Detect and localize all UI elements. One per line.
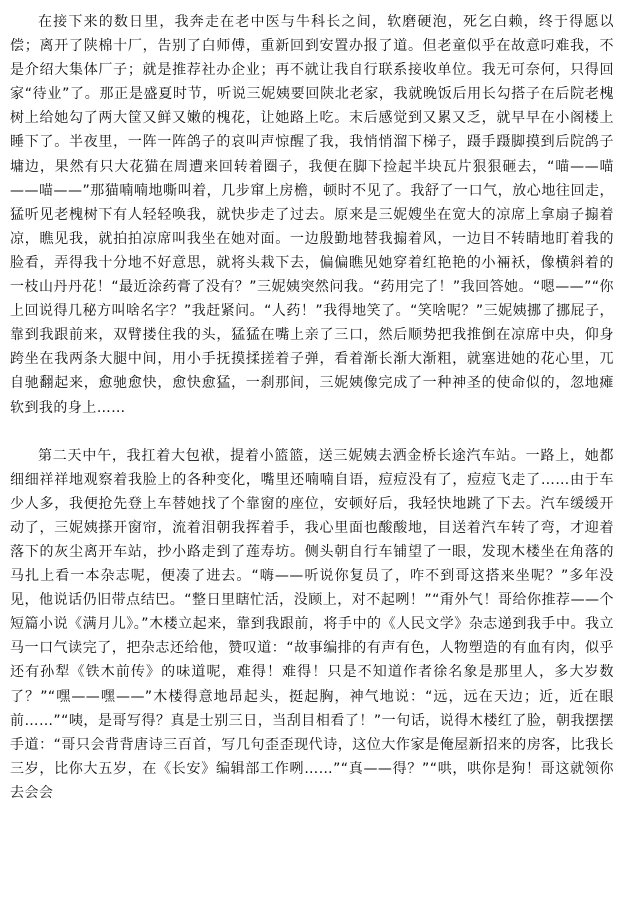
paragraph-2: 第二天中午，我扛着大包袱，提着小篮篮，送三妮姨去洒金桥长途汽车站。一路上，她都细细祥祥地观察着我脸上的各种变化，嘴里还喃喃自语，痘痘没有了，痘痘飞走了……由于车少人多，我便抢先登上车替她找了个靠窗的座位，安顿好后，我轻快地跳了下去。汽车缓缓开动了，三妮姨搽开窗帘，流着泪朝我挥着手，我心里面也酸酸地，目送着汽车转了弯，才迎着落下的灰尘离开车站，抄小路走到了莲寿坊。侧头朝自行车铺望了一眼，发现木楼坐在角落的马扎上看一本杂志呢，便凑了进去。“嗨——听说你复员了，咋不到哥这搭来坐呢？”多年没见，他说话仍旧带点结巴。“整日里瞎忙活，没顾上，对不起咧！”“甭外气！哥给你推荐——个短篇小说《满月儿》。”木楼立起来，靠到我跟前，将手中的《人民文学》杂志递到我手中。我立马一口气读完了，把杂志还给他，赞叹道：“故事编排的有声有色，人物塑造的有血有肉，似乎还有孙犁《铁木前传》的味道呢，难得！难得！只是不知道作者徐名象是那里人，多大岁数了？”“嘿——嘿——”木楼得意地昂起头，挺起胸，神气地说：“远，远在天边；近，近在眼前……”“咦，是哥写得？真是士别三日，当刮目相看了！”一句话，说得木楼红了脸，朝我摆摆手道：“哥只会背背唐诗三百首，写几句歪歪现代诗，这位大作家是俺屋新招来的房客，比我长三岁，比你大五岁，在《长安》编辑部工作咧……”“真——得？”“哄，哄你是狗！哥这就领你去会会 xyxy=(10,447,614,801)
paragraph-spacer xyxy=(10,420,614,444)
paragraph-1: 在接下来的数日里，我奔走在老中医与牛科长之间，软磨硬泡，死乞白赖，终于得愿以偿；离开了陕棉十厂，告别了白师傅，重新回到安置办报了道。但老童似乎在故意叼难我，不是介绍大集体厂子；就是推荐社办企业；再不就让我自行联系接收单位。我无可奈何，只得回家“待业”了。那正是盛夏时节，听说三妮姨要回陕北老家，我就晚饭后用长勾搭子在后院老槐树上给她勾了两大筐又鲜又嫩的槐花，让她路上吃。末后感觉到又累又乏，就早早在小阁楼上睡下了。半夜里，一阵一阵鸽子的哀叫声惊醒了我，我悄悄溜下梯子，蹑手蹑脚摸到后院鸽子墉边，果然有只大花猫在周遭来回转着圈子，我便在脚下捡起半块瓦片狠狠砸去，“喵——喵——喵——”那猫喃喃地嘶叫着，几步窜上房檐，顿时不见了。我舒了一口气，放心地往回走，猛听见老槐树下有人轻轻唤我，就快步走了过去。原来是三妮嫂坐在宽大的凉席上拿扇子搧着凉，瞧见我，就拍拍凉席叫我坐在她对面。一边殷勤地替我搧着风，一边目不转睛地盯着我的脸看，弄得我十分地不好意思，就将头栽下去，偏偏瞧见她穿着红艳艳的小裲袄，像横斜着的一枝山丹丹花！“最近涂药膏了没有？”三妮姨突然问我。“药用完了！”我回答她。“嗯——”“你上回说得几秘方叫啥名字？”我赶紧问。“人药！”我得地笑了。“笑啥呢？”三妮姨挪了挪屁子，靠到我跟前来，双臂搂住我的头，猛猛在嘴上亲了三口，然后顺势把我推倒在凉席中央，仰身跨坐在我两条大腿中间，用小手抚摸揉搓着子弹，看着渐长渐大渐粗，就塞进她的花心里，兀自驰翻起来，愈驰愈快，愈快愈猛，一刹那间，三妮姨像完成了一种神圣的使命似的，忽地瘫软到我的身上…… xyxy=(10,14,614,416)
